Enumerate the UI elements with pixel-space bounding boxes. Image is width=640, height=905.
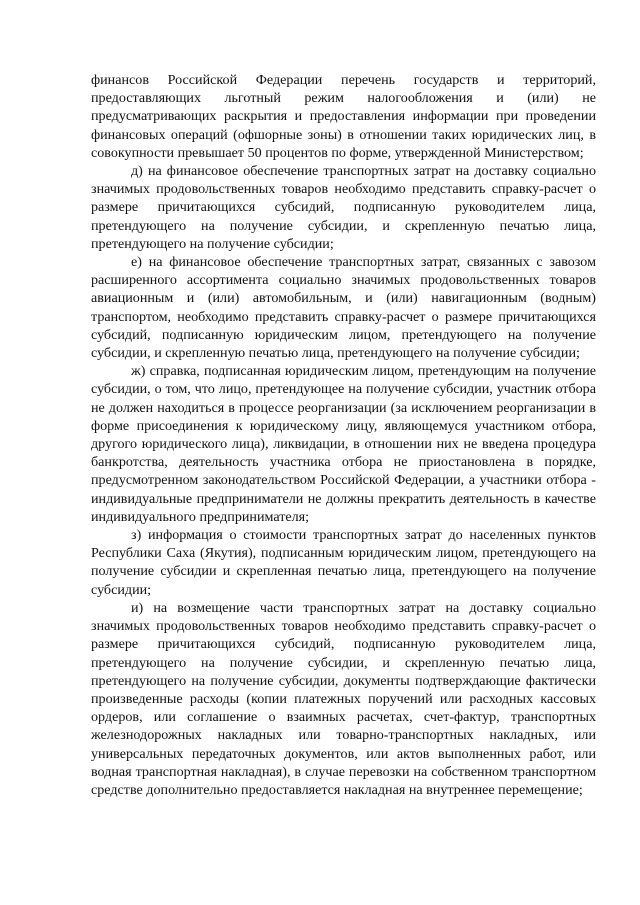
paragraph-d: д) на финансовое обеспечение транспортных затрат на доставку социально значимых продовольственных товаров необходимо представить справку-расчет о размере причитающихся субсидий, подписанную руководителем лица, претендующего на получение субсидии, и скрепленную печатью лица, претендующего на получение субсидии; <box>91 163 596 252</box>
paragraph-continuation: финансов Российской Федерации перечень государств и территорий, предоставляющих льготный режим налогообложения и (или) не предусматривающих раскрытия и предоставления информации при проведении финансовых операций (офшорные зоны) в отношении таких юридических лиц, в совокупности превышает 50 процентов по форме, утвержденной Министерством; <box>91 72 596 161</box>
paragraph-e: е) на финансовое обеспечение транспортных затрат, связанных с завозом расширенного ассортимента социально значимых продовольственных товаров авиационным и (или) автомобильным, и (или) навигационным (водным) транспортом, необходимо представить справку-расчет о размере причитающихся субсидий, подписанную юридическим лицом, претендующего на получение субсидии, и скрепленную печатью лица, претендующего на получение субсидии; <box>91 254 596 362</box>
paragraph-zh: ж) справка, подписанная юридическим лицом, претендующим на получение субсидии, о том, что лицо, претендующее на получение субсидии, участник отбора не должен находиться в процессе реорганизации (за исключением реорганизации в форме присоединения к юридическому лицу, являющемуся участником отбора, другого юридического лица), ликвидации, в отношении них не введена процедура банкротства, деятельность участника отбора не приостановлена в порядке, предусмотренном законодательством Российской Федерации, а участники отбора - индивидуальные предприниматели не должны прекратить деятельность в качестве индивидуального предпринимателя; <box>91 363 596 525</box>
document-page <box>91 71 596 799</box>
paragraph-z: з) информация о стоимости транспортных затрат до населенных пунктов Республики Саха (Якутия), подписанным юридическим лицом, претендующего на получение субсидии и скрепленная печатью лица, претендующего на получение субсидии; <box>91 527 596 598</box>
paragraph-i: и) на возмещение части транспортных затрат на доставку социально значимых продовольственных товаров необходимо представить справку-расчет о размере причитающихся субсидий, подписанную руководителем лица, претендующего на получение субсидии, и скрепленную печатью лица, претендующего на получение субсидии, документы подтверждающие фактически произведенные расходы (копии платежных поручений или расходных кассовых ордеров, или соглашение о взаимных расчетах, счет-фактур, транспортных железнодорожных накладных или товарно-транспортных накладных, или универсальных передаточных документов, или актов выполненных работ, или водная транспортная накладная), в случае перевозки на собственном транспортном средстве дополнительно предоставляется накладная на внутреннее перемещение; <box>91 599 596 798</box>
